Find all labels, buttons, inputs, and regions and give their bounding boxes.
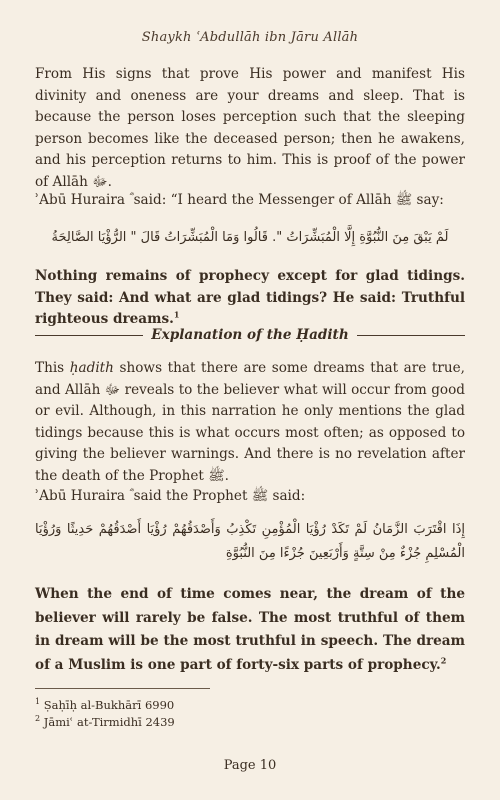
section-heading-label: [143, 327, 356, 343]
explanation-body: shows that there are some dreams that are true, and Allāh ﷻ reveals to the believer what will occur from good or evil. Although, in this narration he only mentions the glad tidings because this is what occurs most often; as opposed to giving the believer warnings. And there is no revelation after the death of the Prophet ﷺ.: [35, 360, 466, 484]
hadith1-intro: ʾAbū Huraira ؓ said: “I heard the Messenger of Allāh ﷺ say:: [35, 192, 444, 208]
footnote-2-marker: 2: [35, 714, 41, 724]
footnote-1-text: Ṣaḥīḥ al-Bukhārī 6990: [43, 698, 175, 712]
hadith2-translation-text: When the end of time comes near, the dream of the believer will rarely be false. The most truthful of them in dream will be the most truthful in speech. The dream of a Muslim is one part of forty-six parts of prophecy.: [35, 586, 465, 673]
heading-term: Ḥadith: [296, 327, 349, 343]
page-number: Page 10: [223, 758, 277, 773]
hadith2-arabic-text: إِذَا اقْتَرَبَ الزَّمَانُ لَمْ تَكَدْ رُؤْيَا الْمُؤْمِنِ تَكْذِبُ وَأَصْدَقُهُمْ رُؤْيَا أَصْدَقُهُمْ حَدِيثًا وَرُؤْيَا الْمُسْلِمِ جُزْءٌ مِنْ سِتَّةٍ وَأَرْبَعِينَ جُزْءًا مِنَ النُّبُوَّةِ: [35, 522, 465, 561]
hadith1-translation: [35, 266, 465, 331]
footnote-1-marker: 1: [35, 697, 41, 707]
heading-prefix: Explanation of the: [151, 327, 297, 343]
footnote-1: [35, 697, 465, 714]
heading-rule-left: [35, 335, 143, 336]
footnote-ref-2[interactable]: 2: [440, 654, 447, 665]
section-heading-explanation: [35, 325, 465, 345]
footnote-2-text: Jāmiʿ at-Tirmidhī 2439: [43, 715, 175, 729]
footnote-ref-1[interactable]: 1: [173, 309, 180, 320]
explanation-lead: This: [35, 360, 70, 376]
hadith2-intro: ʾAbū Huraira ؓ said the Prophet ﷺ said:: [35, 488, 306, 504]
explanation-term: ḥadith: [69, 360, 114, 376]
hadith1-translation-text: Nothing remains of prophecy except for glad tidings. They said: And what are glad tidings? He said: Truthful righteous dreams.: [35, 268, 465, 327]
paragraph-signs-of-power: From His signs that prove His power and manifest His divinity and oneness are your dreams and sleep. That is because the person loses perception such that the sleeping person becomes like the deceased person; then he awakens, and his perception returns to him. This is proof of the power of Allāh ﷻ.: [35, 66, 465, 190]
footnote-2: [35, 714, 465, 731]
heading-rule-right: [357, 335, 465, 336]
hadith2-translation: [35, 583, 465, 677]
footnotes: [35, 697, 465, 731]
running-header: Shaykh ʿAbdullāh ibn Jāru Allāh: [141, 30, 359, 45]
paragraph-explanation: [35, 358, 465, 487]
footnote-divider: [35, 688, 210, 689]
hadith1-arabic-text: لَمْ يَبْقَ مِنَ النُّبُوَّةِ إِلَّا الْمُبَشِّرَاتُ ". قَالُوا وَمَا الْمُبَشِّرَاتُ قَالَ " الرُّؤْيَا الصَّالِحَةُ: [51, 230, 449, 245]
